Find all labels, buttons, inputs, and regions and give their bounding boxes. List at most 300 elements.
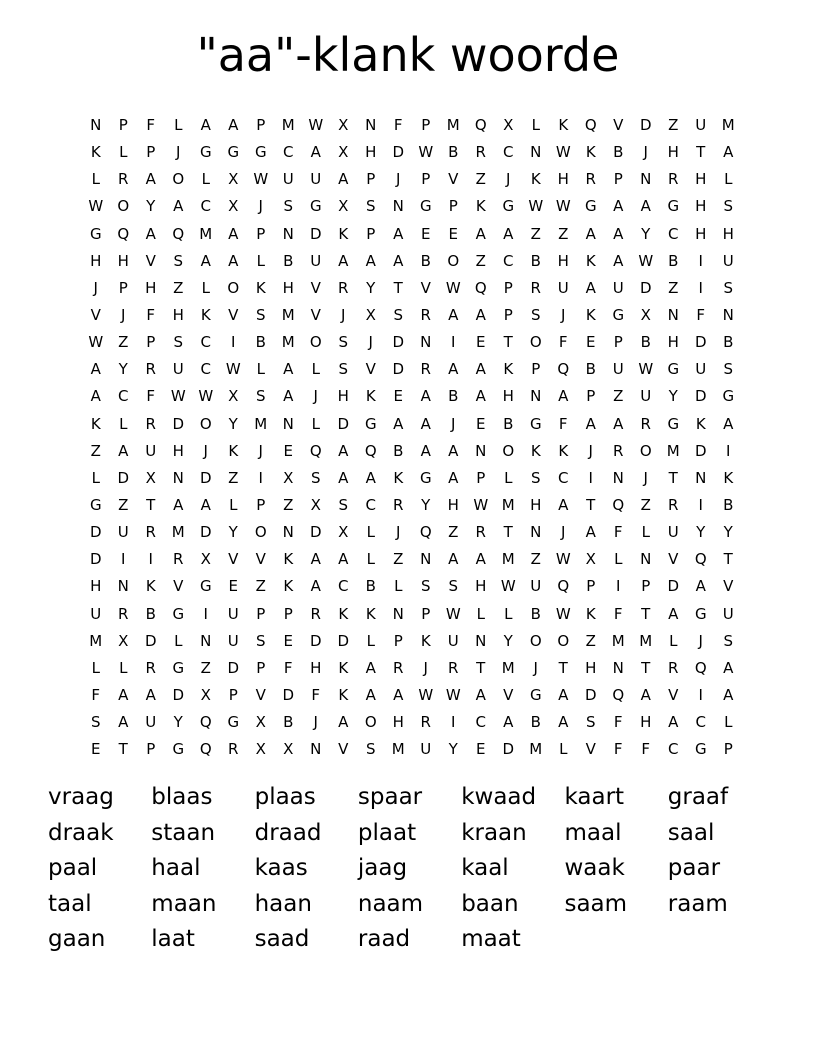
- grid-cell[interactable]: I: [121, 550, 126, 569]
- grid-cell[interactable]: H: [585, 658, 597, 677]
- grid-cell[interactable]: Z: [530, 550, 541, 569]
- grid-cell[interactable]: G: [89, 496, 102, 515]
- grid-cell[interactable]: A: [723, 143, 734, 162]
- grid-cell[interactable]: G: [364, 414, 377, 433]
- grid-cell[interactable]: A: [338, 251, 349, 270]
- grid-cell[interactable]: K: [338, 604, 349, 623]
- grid-cell[interactable]: D: [199, 468, 212, 487]
- grid-cell[interactable]: P: [421, 170, 431, 189]
- grid-cell[interactable]: U: [310, 251, 322, 270]
- grid-cell[interactable]: H: [337, 387, 349, 406]
- grid-cell[interactable]: J: [643, 468, 648, 487]
- grid-cell[interactable]: A: [228, 116, 239, 135]
- grid-cell[interactable]: A: [228, 251, 239, 270]
- grid-cell[interactable]: J: [313, 387, 318, 406]
- grid-cell[interactable]: J: [643, 143, 648, 162]
- grid-cell[interactable]: H: [90, 577, 102, 596]
- grid-cell[interactable]: F: [393, 116, 403, 135]
- grid-cell[interactable]: Y: [421, 496, 431, 515]
- grid-cell[interactable]: X: [310, 496, 321, 515]
- grid-cell[interactable]: V: [90, 306, 101, 325]
- grid-cell[interactable]: E: [448, 224, 458, 243]
- grid-cell[interactable]: V: [228, 550, 239, 569]
- grid-cell[interactable]: A: [448, 306, 459, 325]
- grid-cell[interactable]: N: [475, 631, 487, 650]
- grid-cell[interactable]: S: [585, 713, 596, 732]
- grid-cell[interactable]: R: [228, 740, 239, 759]
- grid-cell[interactable]: H: [117, 251, 129, 270]
- grid-cell[interactable]: S: [255, 631, 266, 650]
- grid-cell[interactable]: H: [695, 170, 707, 189]
- grid-cell[interactable]: G: [419, 197, 432, 216]
- grid-cell[interactable]: A: [503, 713, 514, 732]
- grid-cell[interactable]: L: [366, 523, 375, 542]
- grid-cell[interactable]: U: [612, 278, 624, 297]
- grid-cell[interactable]: D: [337, 631, 350, 650]
- grid-cell[interactable]: A: [668, 713, 679, 732]
- grid-cell[interactable]: P: [256, 116, 266, 135]
- grid-cell[interactable]: R: [640, 414, 651, 433]
- grid-cell[interactable]: S: [90, 713, 101, 732]
- grid-cell[interactable]: A: [200, 251, 211, 270]
- grid-cell[interactable]: B: [723, 333, 734, 352]
- grid-cell[interactable]: N: [530, 143, 542, 162]
- grid-cell[interactable]: U: [227, 604, 239, 623]
- grid-cell[interactable]: U: [695, 116, 707, 135]
- grid-cell[interactable]: N: [310, 740, 322, 759]
- grid-cell[interactable]: N: [90, 116, 102, 135]
- grid-cell[interactable]: N: [200, 631, 212, 650]
- grid-cell[interactable]: O: [639, 441, 652, 460]
- grid-cell[interactable]: X: [118, 631, 129, 650]
- grid-cell[interactable]: J: [258, 197, 263, 216]
- grid-cell[interactable]: Z: [640, 496, 651, 515]
- grid-cell[interactable]: A: [118, 686, 129, 705]
- grid-cell[interactable]: H: [282, 278, 294, 297]
- grid-cell[interactable]: Y: [146, 197, 156, 216]
- grid-cell[interactable]: S: [420, 577, 431, 596]
- grid-cell[interactable]: B: [145, 604, 156, 623]
- grid-cell[interactable]: D: [694, 441, 707, 460]
- grid-cell[interactable]: K: [558, 441, 569, 460]
- grid-cell[interactable]: A: [475, 686, 486, 705]
- grid-cell[interactable]: B: [530, 713, 541, 732]
- grid-cell[interactable]: B: [255, 333, 266, 352]
- grid-cell[interactable]: L: [476, 604, 485, 623]
- grid-cell[interactable]: U: [722, 604, 734, 623]
- grid-cell[interactable]: R: [475, 143, 486, 162]
- grid-cell[interactable]: P: [586, 577, 596, 596]
- letter-grid[interactable]: [82, 112, 742, 763]
- grid-cell[interactable]: S: [173, 251, 184, 270]
- grid-cell[interactable]: Z: [668, 278, 679, 297]
- grid-cell[interactable]: U: [145, 441, 157, 460]
- grid-cell[interactable]: L: [119, 143, 128, 162]
- grid-cell[interactable]: Z: [228, 468, 239, 487]
- grid-cell[interactable]: A: [558, 686, 569, 705]
- grid-cell[interactable]: A: [695, 577, 706, 596]
- grid-cell[interactable]: X: [338, 116, 349, 135]
- grid-cell[interactable]: V: [145, 251, 156, 270]
- grid-cell[interactable]: U: [117, 523, 129, 542]
- grid-cell[interactable]: R: [393, 658, 404, 677]
- grid-cell[interactable]: O: [254, 523, 267, 542]
- grid-cell[interactable]: B: [668, 251, 679, 270]
- grid-cell[interactable]: R: [448, 658, 459, 677]
- grid-cell[interactable]: Q: [612, 496, 625, 515]
- grid-cell[interactable]: J: [506, 170, 511, 189]
- grid-cell[interactable]: L: [256, 251, 265, 270]
- grid-cell[interactable]: A: [613, 197, 624, 216]
- grid-cell[interactable]: M: [501, 496, 515, 515]
- grid-cell[interactable]: X: [255, 713, 266, 732]
- grid-cell[interactable]: B: [283, 251, 294, 270]
- grid-cell[interactable]: H: [722, 224, 734, 243]
- grid-cell[interactable]: A: [90, 387, 101, 406]
- grid-cell[interactable]: I: [698, 251, 703, 270]
- grid-cell[interactable]: K: [200, 306, 211, 325]
- grid-cell[interactable]: I: [698, 496, 703, 515]
- grid-cell[interactable]: H: [172, 441, 184, 460]
- grid-cell[interactable]: P: [393, 631, 403, 650]
- grid-cell[interactable]: C: [338, 577, 349, 596]
- grid-cell[interactable]: A: [475, 387, 486, 406]
- grid-cell[interactable]: Z: [475, 251, 486, 270]
- grid-cell[interactable]: A: [310, 143, 321, 162]
- grid-cell[interactable]: M: [501, 658, 515, 677]
- grid-cell[interactable]: O: [447, 251, 460, 270]
- grid-cell[interactable]: X: [338, 143, 349, 162]
- grid-cell[interactable]: S: [338, 496, 349, 515]
- grid-cell[interactable]: J: [313, 713, 318, 732]
- grid-cell[interactable]: A: [338, 713, 349, 732]
- grid-cell[interactable]: N: [640, 170, 652, 189]
- grid-cell[interactable]: K: [283, 550, 294, 569]
- grid-cell[interactable]: K: [585, 604, 596, 623]
- grid-cell[interactable]: R: [173, 550, 184, 569]
- grid-cell[interactable]: J: [533, 658, 538, 677]
- grid-cell[interactable]: U: [282, 170, 294, 189]
- grid-cell[interactable]: P: [118, 116, 128, 135]
- grid-cell[interactable]: W: [225, 360, 241, 379]
- grid-cell[interactable]: I: [726, 441, 731, 460]
- grid-cell[interactable]: G: [694, 604, 707, 623]
- grid-cell[interactable]: D: [309, 523, 322, 542]
- grid-cell[interactable]: F: [696, 306, 706, 325]
- grid-cell[interactable]: E: [586, 333, 596, 352]
- grid-cell[interactable]: L: [724, 713, 733, 732]
- grid-cell[interactable]: J: [396, 170, 401, 189]
- grid-cell[interactable]: C: [503, 143, 514, 162]
- grid-cell[interactable]: A: [503, 224, 514, 243]
- grid-cell[interactable]: I: [203, 604, 208, 623]
- grid-cell[interactable]: Z: [613, 387, 624, 406]
- grid-cell[interactable]: J: [588, 441, 593, 460]
- grid-cell[interactable]: Y: [366, 278, 376, 297]
- grid-cell[interactable]: C: [118, 387, 129, 406]
- grid-cell[interactable]: B: [448, 143, 459, 162]
- grid-cell[interactable]: X: [283, 468, 294, 487]
- grid-cell[interactable]: F: [613, 713, 623, 732]
- grid-cell[interactable]: Q: [172, 224, 185, 243]
- grid-cell[interactable]: Z: [530, 224, 541, 243]
- grid-cell[interactable]: Y: [696, 523, 706, 542]
- grid-cell[interactable]: E: [91, 740, 101, 759]
- grid-cell[interactable]: F: [613, 740, 623, 759]
- grid-cell[interactable]: W: [418, 686, 434, 705]
- grid-cell[interactable]: N: [420, 550, 432, 569]
- grid-cell[interactable]: M: [391, 740, 405, 759]
- grid-cell[interactable]: P: [256, 496, 266, 515]
- grid-cell[interactable]: Z: [393, 550, 404, 569]
- grid-cell[interactable]: Y: [118, 360, 128, 379]
- grid-cell[interactable]: S: [365, 197, 376, 216]
- grid-cell[interactable]: L: [91, 170, 100, 189]
- grid-cell[interactable]: L: [201, 278, 210, 297]
- grid-cell[interactable]: X: [228, 387, 239, 406]
- grid-cell[interactable]: G: [419, 468, 432, 487]
- grid-cell[interactable]: Q: [199, 740, 212, 759]
- grid-cell[interactable]: W: [528, 197, 544, 216]
- grid-cell[interactable]: H: [695, 224, 707, 243]
- grid-cell[interactable]: R: [145, 414, 156, 433]
- grid-cell[interactable]: L: [311, 414, 320, 433]
- grid-cell[interactable]: T: [668, 468, 678, 487]
- grid-cell[interactable]: X: [145, 468, 156, 487]
- grid-cell[interactable]: B: [393, 441, 404, 460]
- grid-cell[interactable]: M: [611, 631, 625, 650]
- grid-cell[interactable]: Y: [668, 387, 678, 406]
- grid-cell[interactable]: A: [338, 550, 349, 569]
- grid-cell[interactable]: W: [638, 360, 654, 379]
- grid-cell[interactable]: B: [448, 387, 459, 406]
- grid-cell[interactable]: H: [310, 658, 322, 677]
- grid-cell[interactable]: I: [231, 333, 236, 352]
- grid-cell[interactable]: Q: [694, 550, 707, 569]
- grid-cell[interactable]: Q: [612, 686, 625, 705]
- grid-cell[interactable]: D: [309, 224, 322, 243]
- grid-cell[interactable]: P: [448, 197, 458, 216]
- grid-cell[interactable]: S: [530, 468, 541, 487]
- grid-cell[interactable]: L: [201, 170, 210, 189]
- grid-cell[interactable]: Z: [118, 333, 129, 352]
- grid-cell[interactable]: F: [146, 116, 156, 135]
- grid-cell[interactable]: O: [529, 333, 542, 352]
- grid-cell[interactable]: P: [421, 604, 431, 623]
- grid-cell[interactable]: G: [172, 604, 185, 623]
- grid-cell[interactable]: Z: [200, 658, 211, 677]
- grid-cell[interactable]: A: [475, 360, 486, 379]
- grid-cell[interactable]: E: [283, 441, 293, 460]
- grid-cell[interactable]: H: [640, 713, 652, 732]
- grid-cell[interactable]: A: [448, 441, 459, 460]
- grid-cell[interactable]: L: [504, 468, 513, 487]
- grid-cell[interactable]: N: [475, 441, 487, 460]
- grid-cell[interactable]: A: [558, 496, 569, 515]
- grid-cell[interactable]: H: [90, 251, 102, 270]
- grid-cell[interactable]: S: [448, 577, 459, 596]
- grid-cell[interactable]: A: [118, 441, 129, 460]
- grid-cell[interactable]: Z: [475, 170, 486, 189]
- grid-cell[interactable]: V: [338, 740, 349, 759]
- grid-cell[interactable]: R: [668, 658, 679, 677]
- grid-cell[interactable]: K: [695, 414, 706, 433]
- grid-cell[interactable]: P: [723, 740, 733, 759]
- grid-cell[interactable]: A: [723, 658, 734, 677]
- grid-cell[interactable]: X: [283, 740, 294, 759]
- grid-cell[interactable]: Z: [448, 523, 459, 542]
- grid-cell[interactable]: W: [88, 333, 104, 352]
- grid-cell[interactable]: H: [392, 713, 404, 732]
- grid-cell[interactable]: D: [392, 143, 405, 162]
- grid-cell[interactable]: O: [529, 631, 542, 650]
- grid-cell[interactable]: C: [503, 251, 514, 270]
- grid-cell[interactable]: V: [255, 550, 266, 569]
- grid-cell[interactable]: X: [200, 686, 211, 705]
- grid-cell[interactable]: H: [530, 496, 542, 515]
- grid-cell[interactable]: D: [584, 686, 597, 705]
- grid-cell[interactable]: V: [448, 170, 459, 189]
- grid-cell[interactable]: U: [557, 278, 569, 297]
- grid-cell[interactable]: V: [420, 278, 431, 297]
- grid-cell[interactable]: O: [172, 170, 185, 189]
- grid-cell[interactable]: L: [366, 550, 375, 569]
- grid-cell[interactable]: W: [170, 387, 186, 406]
- grid-cell[interactable]: L: [614, 550, 623, 569]
- grid-cell[interactable]: D: [117, 468, 130, 487]
- grid-cell[interactable]: W: [198, 387, 214, 406]
- grid-cell[interactable]: X: [585, 550, 596, 569]
- grid-cell[interactable]: R: [668, 170, 679, 189]
- grid-cell[interactable]: A: [200, 496, 211, 515]
- grid-cell[interactable]: X: [200, 550, 211, 569]
- grid-cell[interactable]: A: [365, 468, 376, 487]
- grid-cell[interactable]: P: [503, 306, 513, 325]
- grid-cell[interactable]: U: [722, 251, 734, 270]
- grid-cell[interactable]: P: [146, 740, 156, 759]
- grid-cell[interactable]: O: [364, 713, 377, 732]
- grid-cell[interactable]: G: [667, 360, 680, 379]
- grid-cell[interactable]: X: [503, 116, 514, 135]
- grid-cell[interactable]: N: [695, 468, 707, 487]
- grid-cell[interactable]: B: [503, 414, 514, 433]
- grid-cell[interactable]: A: [613, 414, 624, 433]
- grid-cell[interactable]: D: [392, 333, 405, 352]
- grid-cell[interactable]: V: [613, 116, 624, 135]
- grid-cell[interactable]: L: [311, 360, 320, 379]
- grid-cell[interactable]: T: [503, 523, 513, 542]
- grid-cell[interactable]: P: [613, 333, 623, 352]
- grid-cell[interactable]: A: [338, 170, 349, 189]
- grid-cell[interactable]: D: [172, 686, 185, 705]
- grid-cell[interactable]: H: [667, 333, 679, 352]
- grid-cell[interactable]: Z: [90, 441, 101, 460]
- grid-cell[interactable]: K: [723, 468, 734, 487]
- grid-cell[interactable]: H: [557, 251, 569, 270]
- grid-cell[interactable]: W: [253, 170, 269, 189]
- grid-cell[interactable]: O: [557, 631, 570, 650]
- grid-cell[interactable]: U: [695, 360, 707, 379]
- grid-cell[interactable]: V: [310, 306, 321, 325]
- grid-cell[interactable]: R: [338, 278, 349, 297]
- grid-cell[interactable]: D: [694, 333, 707, 352]
- grid-cell[interactable]: T: [641, 658, 651, 677]
- grid-cell[interactable]: A: [173, 197, 184, 216]
- grid-cell[interactable]: A: [585, 278, 596, 297]
- grid-cell[interactable]: A: [365, 686, 376, 705]
- grid-cell[interactable]: P: [586, 387, 596, 406]
- grid-cell[interactable]: C: [668, 224, 679, 243]
- grid-cell[interactable]: A: [145, 686, 156, 705]
- grid-cell[interactable]: D: [227, 658, 240, 677]
- grid-cell[interactable]: E: [421, 224, 431, 243]
- grid-cell[interactable]: M: [666, 441, 680, 460]
- grid-cell[interactable]: W: [308, 116, 324, 135]
- grid-cell[interactable]: K: [530, 441, 541, 460]
- grid-cell[interactable]: O: [502, 441, 515, 460]
- grid-cell[interactable]: L: [91, 468, 100, 487]
- grid-cell[interactable]: G: [502, 197, 515, 216]
- grid-cell[interactable]: H: [172, 306, 184, 325]
- grid-cell[interactable]: Q: [474, 116, 487, 135]
- grid-cell[interactable]: M: [281, 116, 295, 135]
- grid-cell[interactable]: Z: [173, 278, 184, 297]
- grid-cell[interactable]: Q: [419, 523, 432, 542]
- grid-cell[interactable]: T: [586, 496, 596, 515]
- grid-cell[interactable]: N: [365, 116, 377, 135]
- grid-cell[interactable]: A: [200, 116, 211, 135]
- grid-cell[interactable]: T: [641, 604, 651, 623]
- grid-cell[interactable]: F: [613, 523, 623, 542]
- grid-cell[interactable]: H: [365, 143, 377, 162]
- grid-cell[interactable]: L: [174, 631, 183, 650]
- grid-cell[interactable]: G: [667, 414, 680, 433]
- grid-cell[interactable]: G: [89, 224, 102, 243]
- grid-cell[interactable]: W: [555, 550, 571, 569]
- grid-cell[interactable]: P: [503, 278, 513, 297]
- grid-cell[interactable]: D: [199, 523, 212, 542]
- grid-cell[interactable]: S: [723, 631, 734, 650]
- grid-cell[interactable]: U: [90, 604, 102, 623]
- grid-cell[interactable]: H: [145, 278, 157, 297]
- grid-cell[interactable]: H: [557, 170, 569, 189]
- grid-cell[interactable]: N: [392, 604, 404, 623]
- grid-cell[interactable]: U: [447, 631, 459, 650]
- grid-cell[interactable]: N: [640, 550, 652, 569]
- grid-cell[interactable]: S: [255, 387, 266, 406]
- grid-cell[interactable]: R: [668, 496, 679, 515]
- grid-cell[interactable]: Y: [641, 224, 651, 243]
- grid-cell[interactable]: G: [694, 740, 707, 759]
- grid-cell[interactable]: Q: [199, 713, 212, 732]
- grid-cell[interactable]: E: [228, 577, 238, 596]
- grid-cell[interactable]: A: [365, 251, 376, 270]
- grid-cell[interactable]: R: [118, 604, 129, 623]
- grid-cell[interactable]: R: [530, 278, 541, 297]
- grid-cell[interactable]: Q: [364, 441, 377, 460]
- grid-cell[interactable]: A: [283, 360, 294, 379]
- grid-cell[interactable]: P: [146, 333, 156, 352]
- grid-cell[interactable]: G: [529, 414, 542, 433]
- grid-cell[interactable]: D: [694, 387, 707, 406]
- grid-cell[interactable]: M: [529, 740, 543, 759]
- grid-cell[interactable]: L: [504, 604, 513, 623]
- grid-cell[interactable]: Z: [283, 496, 294, 515]
- grid-cell[interactable]: U: [612, 360, 624, 379]
- grid-cell[interactable]: I: [451, 333, 456, 352]
- grid-cell[interactable]: Z: [255, 577, 266, 596]
- grid-cell[interactable]: I: [451, 713, 456, 732]
